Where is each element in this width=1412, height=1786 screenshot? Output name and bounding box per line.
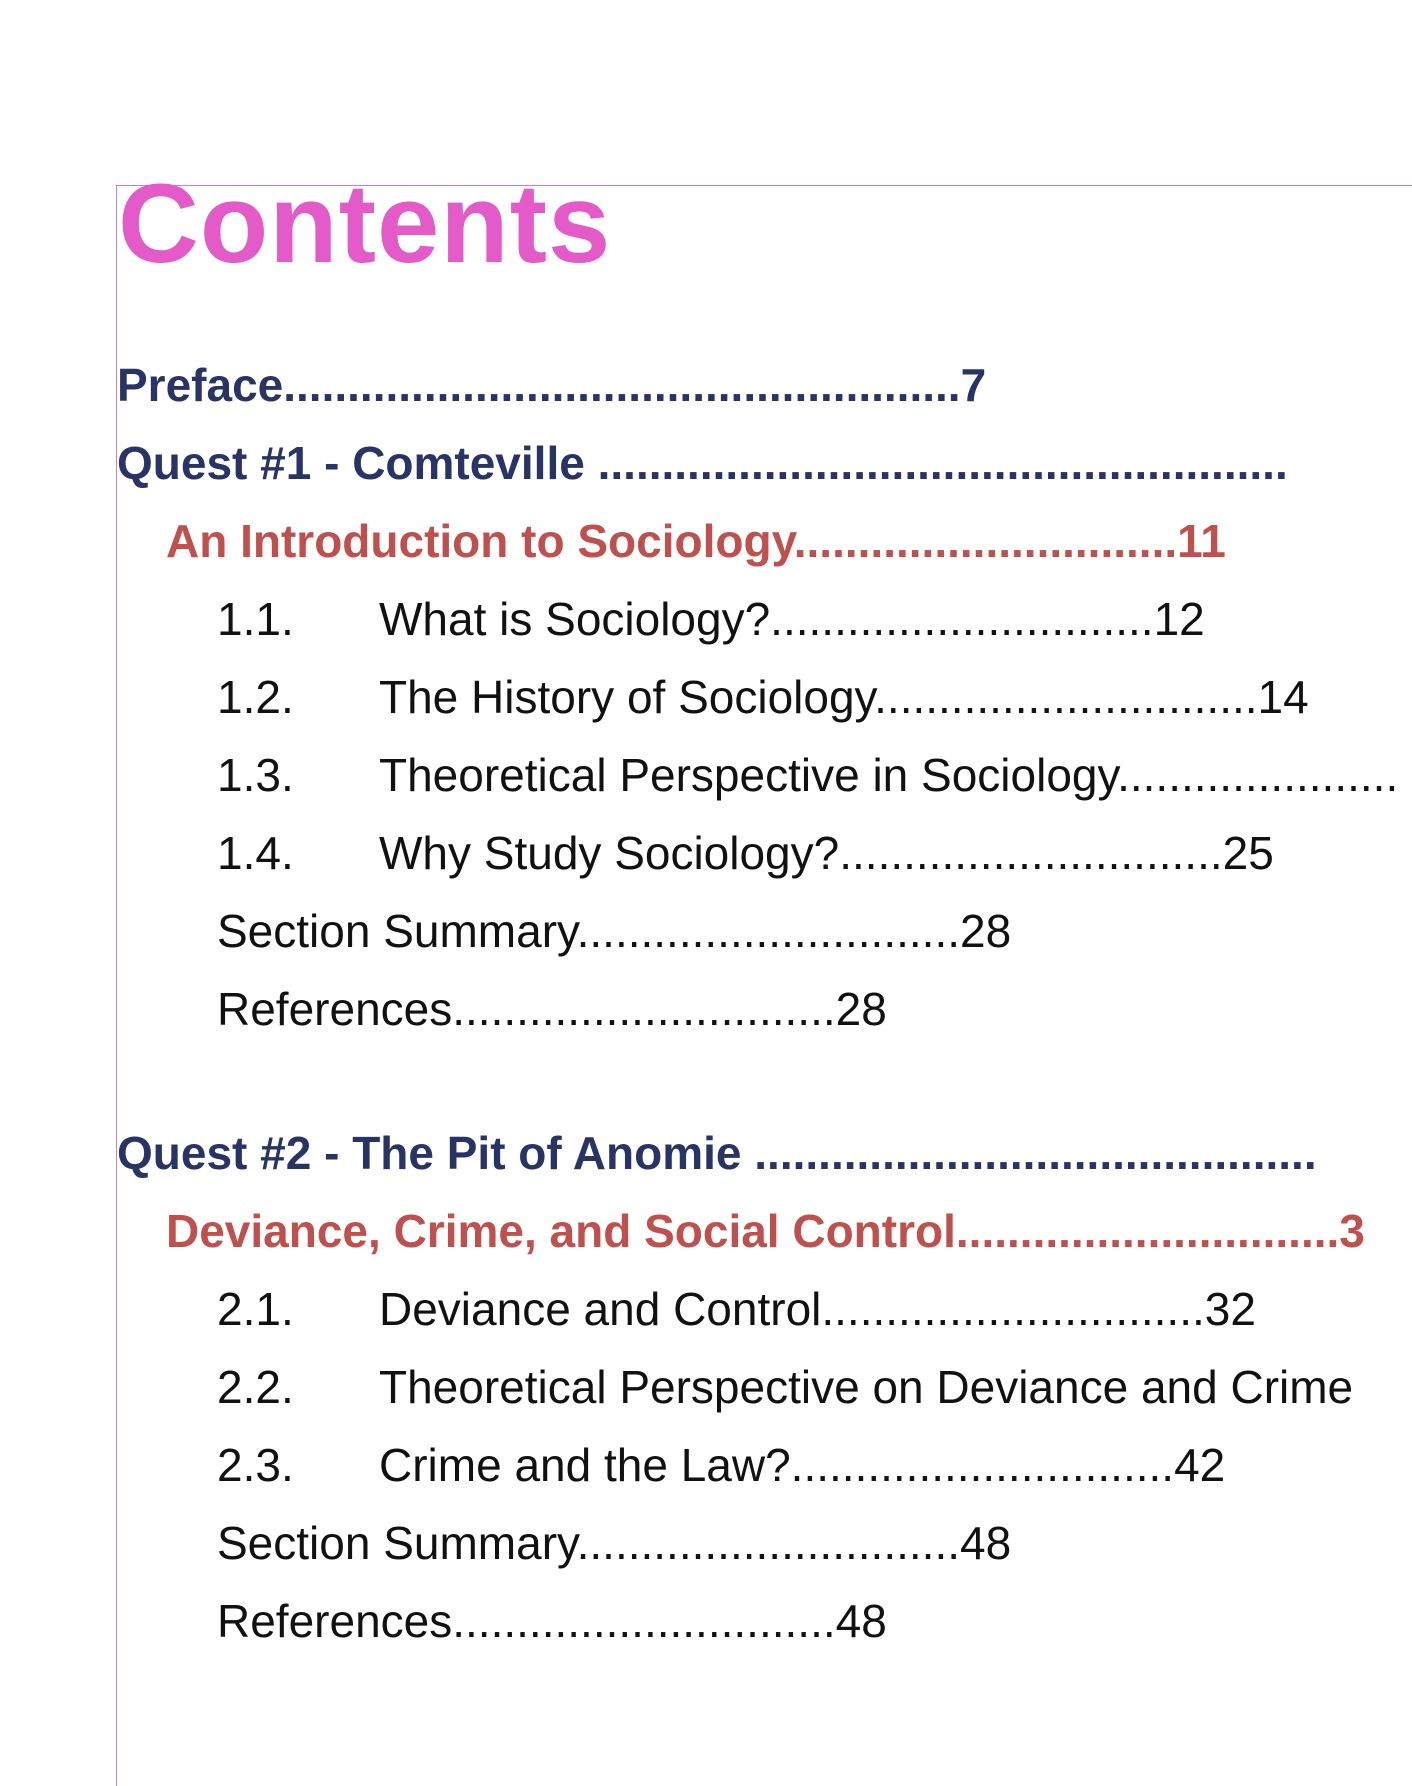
toc-entry-2-3[interactable] bbox=[217, 1439, 1226, 1491]
toc-entry-number: 2.3. bbox=[217, 1439, 294, 1491]
toc-entry-label: Section Summary..............................28 bbox=[217, 905, 1012, 957]
toc-entry-label: Section Summary..............................48 bbox=[217, 1517, 1012, 1569]
toc-entry-section-deviance[interactable] bbox=[166, 1205, 1365, 1257]
toc-entry-label: An Introduction to Sociology..............................11 bbox=[166, 515, 1226, 567]
toc-entry-number: 1.2. bbox=[217, 671, 294, 723]
toc-entry-1-3[interactable] bbox=[217, 749, 1399, 801]
toc-entry-section-intro[interactable] bbox=[166, 515, 1226, 567]
toc-entry-1-2[interactable] bbox=[217, 671, 1309, 723]
toc-entry-references-2[interactable] bbox=[217, 1595, 887, 1647]
toc-entry-label: Deviance and Control..............................32 bbox=[379, 1283, 1256, 1335]
toc-entry-1-1[interactable] bbox=[217, 593, 1205, 645]
toc-entry-references-1[interactable] bbox=[217, 983, 887, 1035]
toc-entry-preface[interactable] bbox=[117, 359, 987, 411]
toc-entry-label: Theoretical Perspective in Sociology...................... bbox=[379, 749, 1399, 801]
toc-entry-label: Deviance, Crime, and Social Control..............................3 bbox=[166, 1205, 1365, 1257]
toc-entry-number: 1.4. bbox=[217, 827, 294, 879]
toc-entry-number: 2.2. bbox=[217, 1361, 294, 1413]
toc-entry-label: Why Study Sociology?..............................25 bbox=[379, 827, 1274, 879]
toc-entry-label: The History of Sociology..............................14 bbox=[379, 671, 1309, 723]
toc-entry-label: Quest #2 - The Pit of Anomie ............................................ bbox=[117, 1127, 1317, 1179]
toc-entry-number: 2.1. bbox=[217, 1283, 294, 1335]
toc-entry-2-1[interactable] bbox=[217, 1283, 1256, 1335]
toc-entry-quest-1[interactable] bbox=[117, 437, 1288, 489]
toc-entry-1-4[interactable] bbox=[217, 827, 1274, 879]
page-title: Contents bbox=[118, 161, 612, 286]
toc-entry-summary-2[interactable] bbox=[217, 1517, 1012, 1569]
toc-entry-quest-2[interactable] bbox=[117, 1127, 1317, 1179]
toc-entry-label: References..............................48 bbox=[217, 1595, 887, 1647]
toc-entry-number: 1.3. bbox=[217, 749, 294, 801]
toc-entry-label: Theoretical Perspective on Deviance and Crime bbox=[379, 1361, 1354, 1413]
toc-entry-2-2[interactable] bbox=[217, 1361, 1354, 1413]
toc-entry-label: Quest #1 - Comteville ...................................................... bbox=[117, 437, 1288, 489]
toc-entry-label: What is Sociology?..............................12 bbox=[379, 593, 1205, 645]
toc-entry-label: Preface.....................................................7 bbox=[117, 359, 987, 411]
toc-entry-label: References..............................28 bbox=[217, 983, 887, 1035]
toc-entry-number: 1.1. bbox=[217, 593, 294, 645]
toc-entry-summary-1[interactable] bbox=[217, 905, 1012, 957]
toc-entry-label: Crime and the Law?..............................42 bbox=[379, 1439, 1226, 1491]
